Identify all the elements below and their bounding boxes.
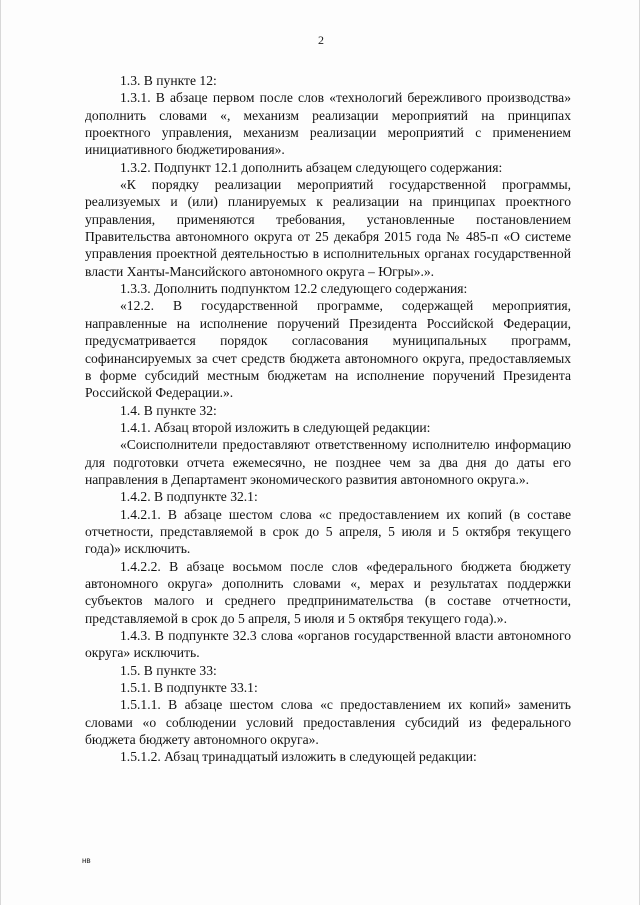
- paragraph-1-4-2-1: 1.4.2.1. В абзаце шестом слова «с предоставлением их копий (в составе отчетности, представляемой в срок до 5 апреля, 5 июля и 5 октября текущего года)» исключить.: [85, 506, 571, 557]
- quote-12-1-addition: «К порядку реализации мероприятий государственной программы, реализуемых и (или) планируемых к реализации на принципах проектного управления, применяются требования, установленные постановлением Правительства автономного округа от 25 декабря 2015 года № 485-п «О системе управления проектной деятельностью в исполнительных органах государственной власти Ханты-Мансийского автономного округа – Югры».».: [85, 177, 571, 279]
- paragraph-1-4-2-2: 1.4.2.2. В абзаце восьмом после слов «федерального бюджета бюджету автономного округа» дополнить словами «, мерах и результатах поддержки субъектов малого и среднего предпринимательства (в составе отчетности, представляемой в срок до 5 апреля, 5 июля и 5 октября текущего года).».: [85, 558, 571, 626]
- paragraph-1-3-3: 1.3.3. Дополнить подпунктом 12.2 следующего содержания:: [120, 281, 468, 297]
- quote-coexecutors: «Соисполнители предоставляют ответственному исполнителю информацию для подготовки отчета ежемесячно, не позднее чем за два дня до даты его направления в Департамент экономического развития автономного округа.».: [85, 437, 571, 487]
- footer-initials-mark: нв: [82, 856, 91, 865]
- quote-12-2: «12.2. В государственной программе, содержащей мероприятия, направленные на исполнение поручений Президента Российской Федерации, предусматривается порядок согласования муниципальных программ, софинансируемых за счет средств бюджета автономного округа, предоставляемых в форме субсидий местным бюджетам на исполнение поручений Президента Российской Федерации.».: [85, 298, 571, 401]
- paragraph-1-4: 1.4. В пункте 32:: [120, 402, 217, 418]
- paragraph-1-3: 1.3. В пункте 12:: [120, 73, 217, 88]
- paragraph-1-5-1-1: 1.5.1.1. В абзаце шестом слова «с предоставлением их копий» заменить словами «о соблюдении условий предоставления субсидий из федерального бюджета бюджету автономного округа».: [85, 697, 571, 748]
- paragraph-1-5-1: 1.5.1. В подпункте 33.1:: [120, 680, 258, 696]
- paragraph-1-5-1-2: 1.5.1.2. Абзац тринадцатый изложить в следующей редакции:: [120, 749, 477, 765]
- paragraph-1-4-3: 1.4.3. В подпункте 32.3 слова «органов государственной власти автономного округа» исключить.: [85, 628, 571, 661]
- paragraph-1-4-1: 1.4.1. Абзац второй изложить в следующей редакции:: [120, 419, 431, 435]
- paragraph-1-4-2: 1.4.2. В подпункте 32.1:: [120, 489, 258, 505]
- document-body: [85, 72, 571, 766]
- paragraph-1-3-1: 1.3.1. В абзаце первом после слов «технологий бережливого производства» дополнить словами «, механизм реализации мероприятий на принципах проектного управления, механизм реализации мероприятий с применением инициативного бюджетирования».: [85, 90, 571, 158]
- page-number: 2: [318, 33, 324, 47]
- paragraph-1-5: 1.5. В пункте 33:: [120, 662, 217, 678]
- paragraph-1-3-2: 1.3.2. Подпункт 12.1 дополнить абзацем следующего содержания:: [120, 159, 503, 175]
